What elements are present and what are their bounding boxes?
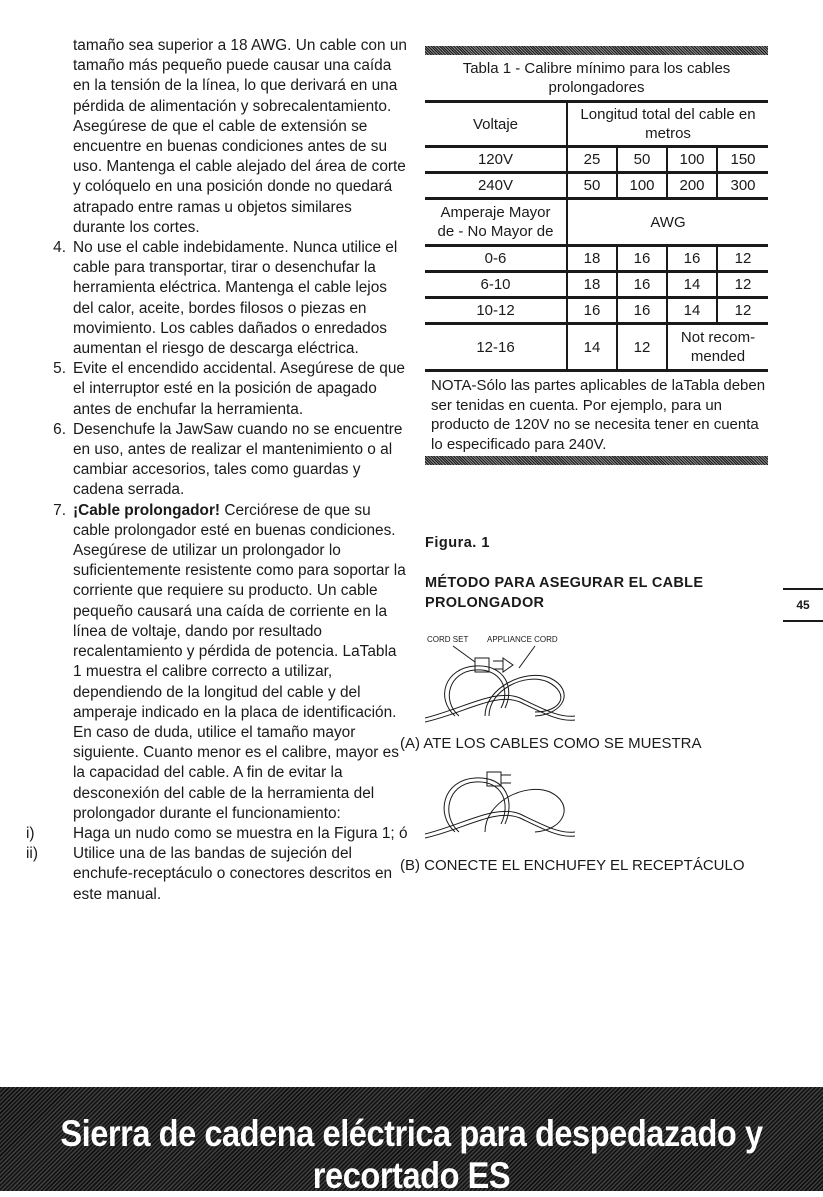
figure-label: Figura. 1 [425, 535, 490, 551]
table-cell: 16 [617, 298, 667, 324]
list-item-4 [40, 238, 408, 359]
table-cell: 14 [567, 324, 617, 370]
table-row [425, 246, 768, 272]
table-cell: 14 [667, 272, 717, 298]
list-text: No use el cable indebidamente. Nunca utilice el cable para transportar, tirar o desenchufar la herramienta eléctrica. Mantenga el cable lejos del calor, aceite, bordes filosos o piezas en movimiento. Los cables dañados o enredados aumentan el riesgo de descarga eléctrica. [73, 239, 398, 358]
sub-item-ii [26, 844, 408, 905]
table-cell: 16 [617, 246, 667, 272]
method-title: MÉTODO PARA ASEGURAR EL CABLE PROLONGADOR [425, 575, 704, 611]
length-header: Longitud total del cable en metros [567, 102, 768, 147]
table-row [425, 324, 768, 370]
table-row [425, 173, 768, 199]
table-top-bar [425, 46, 768, 55]
left-column [26, 36, 408, 905]
list-item-5 [40, 359, 408, 420]
row-label: 240V [425, 173, 567, 199]
table-cell: 16 [617, 272, 667, 298]
plug-icon [501, 775, 511, 783]
voltage-header: Voltaje [425, 102, 567, 147]
footer-title: Sierra de cadena eléctrica para despedazado y recortado ES [60, 1113, 763, 1196]
table-cell: 18 [567, 272, 617, 298]
list-number: 4. [53, 239, 66, 257]
sub-text: Haga un nudo como se muestra en la Figura 1; ó [73, 824, 408, 842]
table-cell: 18 [567, 246, 617, 272]
table-cell: 12 [617, 324, 667, 370]
table-cell: 300 [717, 173, 768, 199]
sub-number: i) [26, 824, 35, 842]
table-cell: 12 [717, 298, 768, 324]
list-number: 7. [53, 501, 66, 519]
table-row [425, 298, 768, 324]
table-cell: 200 [667, 173, 717, 199]
row-label: 120V [425, 147, 567, 173]
list-item-6 [40, 420, 408, 501]
cable-table-block [425, 46, 768, 465]
table-cell: 16 [667, 246, 717, 272]
cord-set-label: CORD SET [427, 635, 469, 644]
list-bold-heading: ¡Cable prolongador! [73, 501, 221, 519]
table-end-bar [425, 456, 768, 465]
list-text: Desenchufe la JawSaw cuando no se encuentre en uso, antes de realizar el mantenimiento o al cambiar accesorios, tales como guardas y cadena serrada. [73, 420, 403, 499]
table-cell: 14 [667, 298, 717, 324]
table-note: NOTA-Sólo las partes aplicables de laTabla deben ser tenidas en cuenta. Por ejemplo, para un producto de 120V no se necesita tener en cuenta lo especificado para 240V. [431, 377, 766, 453]
table-cell: 12 [717, 272, 768, 298]
amp-header: Amperaje Mayor de - No Mayor de [425, 199, 567, 246]
page-number-box [783, 588, 823, 622]
table-cell: Not recom- mended [667, 324, 768, 370]
list-text: Evite el encendido accidental. Asegúrese de que el interruptor esté en la posición de apagado antes de enchufar la herramienta. [73, 360, 405, 418]
row-label: 10-12 [425, 298, 567, 324]
sub-text: Utilice una de las bandas de sujeción del enchufe-receptáculo o conectores descritos en este manual. [73, 845, 393, 903]
table-cell: 16 [567, 298, 617, 324]
cord-loop-right [485, 789, 564, 832]
table-cell: 100 [617, 173, 667, 199]
caption-a: (A) ATE LOS CABLES COMO SE MUESTRA [400, 735, 702, 752]
list-item-7 [40, 501, 408, 824]
table-cell: 50 [567, 173, 617, 199]
table-cell: 100 [667, 147, 717, 173]
cable-gauge-table [425, 100, 768, 369]
list-number: 5. [53, 360, 66, 378]
knot-diagram-b [425, 756, 625, 846]
cord-loop-left [449, 782, 505, 832]
cord-loop-right [489, 679, 561, 716]
awg-header: AWG [567, 199, 768, 246]
leader-line [453, 646, 475, 662]
row-label: 12-16 [425, 324, 567, 370]
table-row [425, 272, 768, 298]
sub-item-i [26, 824, 408, 844]
table-cell: 50 [617, 147, 667, 173]
row-label: 6-10 [425, 272, 567, 298]
amp-header-row [425, 199, 768, 246]
page-number: 45 [796, 598, 810, 612]
table-row [425, 147, 768, 173]
table-cell: 25 [567, 147, 617, 173]
appliance-cord-label: APPLIANCE CORD [487, 635, 558, 644]
caption-b: (B) CONECTE EL ENCHUFEY EL RECEPTÁCULO [400, 857, 745, 874]
list-text: Cerciórese de que su cable prolongador esté en buenas condiciones. Asegúrese de utilizar un prolongador lo suficientemente resistente como para soportar la corriente que requiere su producto. Un cable pequeño causará una caída de corriente en la línea de voltaje, dando por resultado recalentamiento y pérdida de potencia. LaTabla 1 muestra el calibre correcto a utilizar, dependiendo de la longitud del cable y del amperaje indicado en la placa de identificación. En caso de duda, utilice el tamaño mayor siguiente. Cuanto menor es el calibre, mayor es la capacidad del cable. A fin de evitar la desconexión del cable de la herramienta del prolongador durante el funcionamiento: [73, 501, 406, 822]
row-label: 0-6 [425, 246, 567, 272]
intro-paragraph: tamaño sea superior a 18 AWG. Un cable con un tamaño más pequeño puede causar una caída en la tensión de la línea, lo que derivará en una pérdida de alimentación y sobrecalentamiento. Asegúrese de que el cable de extensión se encuentre en buenas condiciones antes de su uso. Mantenga el cable alejado del área de corte y colóquelo en una posición donde no quedará atrapado entre ramas u objetos similares durante los cortes. [73, 37, 407, 236]
knot-diagram-a [425, 628, 625, 728]
sub-number: ii) [26, 845, 38, 863]
table-header-row [425, 102, 768, 147]
leader-line [519, 646, 535, 668]
table-cell: 12 [717, 246, 768, 272]
list-number: 6. [53, 420, 66, 438]
table-cell: 150 [717, 147, 768, 173]
footer-banner [0, 1087, 823, 1196]
table-title: Tabla 1 - Calibre mínimo para los cables prolongadores [462, 60, 731, 96]
cord-loop-left [449, 670, 505, 716]
